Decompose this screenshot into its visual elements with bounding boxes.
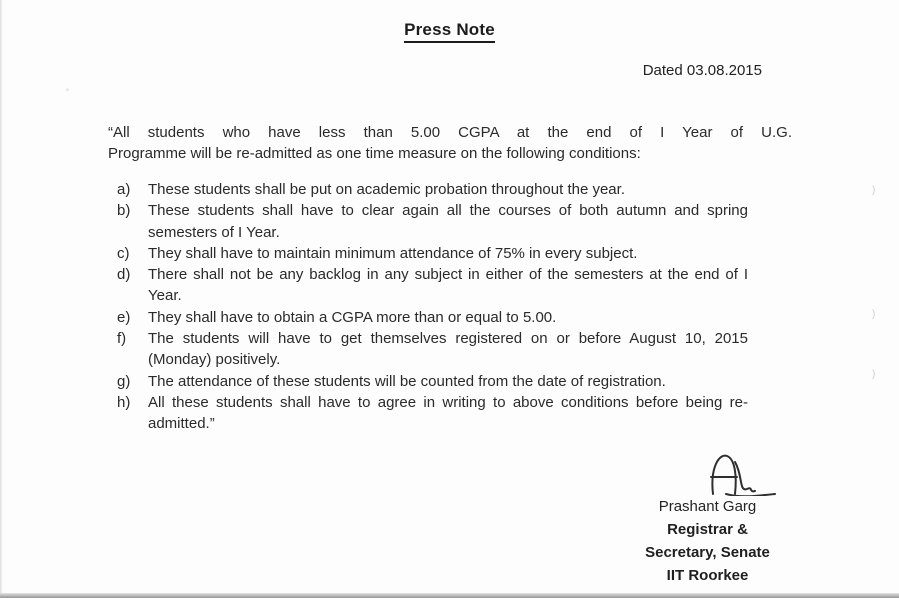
- condition-item: [117, 307, 757, 328]
- condition-text: They shall have to obtain a CGPA more than or equal to 5.00.: [148, 308, 557, 326]
- signature-block: [615, 495, 800, 587]
- intro-line-1: “All students who have less than 5.00 CGPA at the end of I Year of U.G.: [108, 124, 792, 141]
- signatory-role-1: Registrar &: [667, 521, 748, 538]
- condition-text: The students will have to get themselves registered on or before August 10, 2015 (Monday) positively.: [148, 330, 748, 369]
- condition-item: [117, 371, 757, 392]
- condition-text: They shall have to maintain minimum attendance of 75% in every subject.: [148, 244, 638, 262]
- document-title: Press Note: [404, 20, 495, 43]
- condition-label: e): [117, 308, 131, 326]
- condition-label: f): [117, 330, 127, 348]
- scan-speck: ˚: [66, 89, 70, 100]
- condition-label: g): [117, 372, 131, 390]
- date-line: Dated 03.08.2015: [642, 62, 762, 79]
- intro-paragraph: [108, 122, 792, 164]
- signatory-role-2: Secretary, Senate: [645, 544, 770, 561]
- conditions-list: [117, 179, 757, 435]
- signatory-org: IIT Roorkee: [666, 567, 749, 584]
- condition-label: h): [117, 393, 131, 411]
- condition-label: a): [117, 181, 131, 198]
- signature-icon: [698, 448, 778, 496]
- condition-label: d): [117, 266, 131, 284]
- scan-edge-bottom: [0, 593, 899, 598]
- scan-edge-left: [0, 0, 3, 598]
- condition-label: c): [117, 244, 130, 262]
- condition-text: All these students shall have to agree in writing to above conditions before being re-admitted.”: [148, 393, 748, 433]
- title-wrap: [0, 20, 899, 43]
- condition-text: There shall not be any backlog in any subject in either of the semesters at the end of I Year.: [148, 266, 748, 305]
- condition-item: [117, 264, 757, 307]
- condition-label: b): [117, 202, 131, 220]
- signatory-name: Prashant Garg: [658, 498, 757, 515]
- condition-item: [117, 328, 757, 371]
- condition-item: [117, 243, 757, 264]
- condition-text: The attendance of these students will be counted from the date of registration.: [148, 372, 666, 390]
- scan-speck: ): [872, 185, 876, 196]
- intro-line-2: Programme will be re-admitted as one time measure on the following conditions:: [108, 145, 641, 162]
- condition-text: These students shall be put on academic probation throughout the year.: [148, 181, 625, 198]
- condition-text: These students shall have to clear again all the courses of both autumn and spring semesters of I Year.: [148, 202, 748, 241]
- scan-speck: ): [872, 309, 876, 320]
- condition-item: [117, 200, 757, 243]
- condition-item: [117, 392, 757, 435]
- condition-item: [117, 179, 757, 200]
- scan-speck: ): [872, 369, 876, 380]
